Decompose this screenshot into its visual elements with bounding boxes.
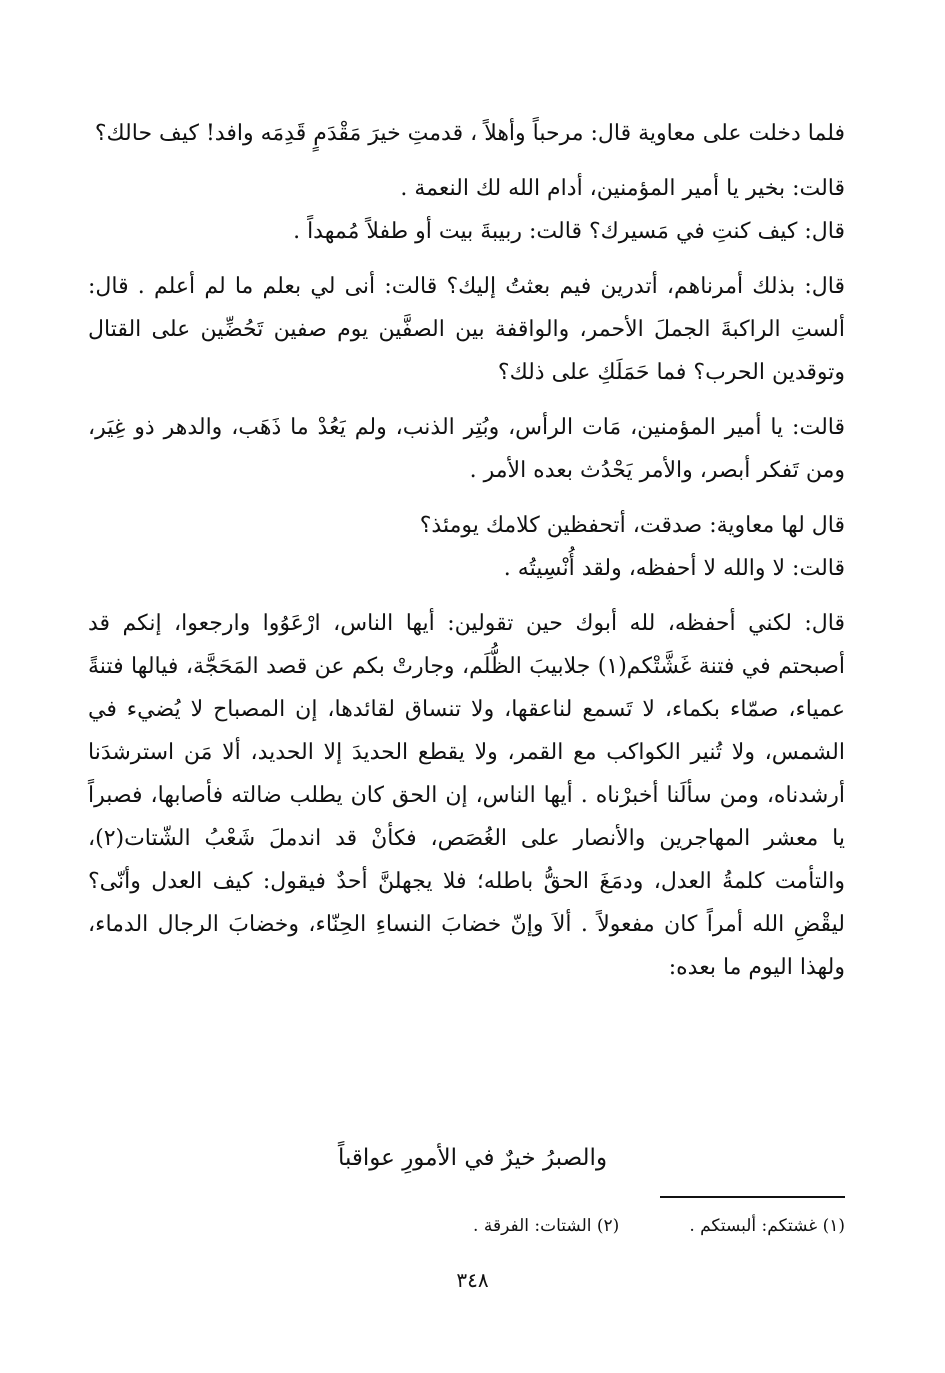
footnote-divider [660,1196,845,1198]
paragraph: قال: بذلك أمرناهم، أتدرين فيم بعثتُ إليك؟ قالت: أنى لي بعلم ما لم أعلم . قال: ألستِ الراكبةَ الجملَ الأحمر، والواقفة بين الصفَّين يوم صفين تَحُضِّين على القتال وتوقدين الحرب؟ فما حَمَلَكِ على ذلك؟ [88,274,845,385]
footnotes [473,1216,845,1236]
paragraph: فلما دخلت على معاوية قال: مرحباً وأهلاً ، قدمتِ خيرَ مَقْدَمٍ قَدِمَه وافد! كيف حالك؟ [94,121,845,146]
footnote-1: (١) غشتكم: ألبستكم . [689,1216,845,1236]
footnote-2: (٢) الشتات: الفرقة . [473,1216,620,1236]
body-text [88,112,845,989]
page-number: ٣٤٨ [456,1268,489,1292]
paragraph: قال: لكني أحفظه، لله أبوك حين تقولين: أيها الناس، ارْعَوُوا وارجعوا، إنكم قد أصبحتم في فتنة غَشَّتْكم(١) جلابيبَ الظُّلَم، وجارتْ بكم عن قصد المَحَجَّة، فيالها فتنةً عمياء، صمّاء بكماء، لا تَسمع لناعقها، ولا تنساق لقائدها، إن المصباح لا يُضيء في الشمس، ولا تُنير الكواكب مع القمر، ولا يقطع الحديدَ إلا الحديد، ألا مَن استرشدَنا أرشدناه، ومن سألَنا أخبرْناه . أيها الناس، إن الحق كان يطلب ضالته فأصابها، فصبراً يا معشر المهاجرين والأنصار على الغُصَص، فكأنْ قد اندملَ شَعْبُ الشّتات(٢)، والتأمت كلمةُ العدل، ودمَغَ الحقُّ باطله؛ فلا يجهلنَّ أحدٌ فيقول: كيف العدل وأنّى؟ ليقْضِ الله أمراً كان مفعولاً . ألاَ وإنّ خضابَ النساءِ الحِنّاء، وخضابَ الرجال الدماء، ولهذا اليوم ما بعده: [88,611,845,980]
paragraph: قال: كيف كنتِ في مَسيرك؟ قالت: ربيبةَ بيت أو طفلاً مُمهداً . [293,219,845,244]
paragraph: قالت: يا أمير المؤمنين، مَات الرأس، وبُتِر الذنب، ولم يَعُدْ ما ذَهَب، والدهر ذو غِيَر، ومن تَفكر أبصر، والأمر يَحْدُث بعده الأمر . [88,415,845,483]
verse-line: والصبرُ خيرٌ في الأمورِ عواقباً [337,1145,608,1171]
paragraph: قالت: لا والله لا أحفظه، ولقد أُنْسِيتُه . [503,556,845,581]
paragraph: قالت: بخير يا أمير المؤمنين، أدام الله لك النعمة . [400,176,845,201]
paragraph: قال لها معاوية: صدقت، أتحفظين كلامك يومئذ؟ [419,513,845,538]
